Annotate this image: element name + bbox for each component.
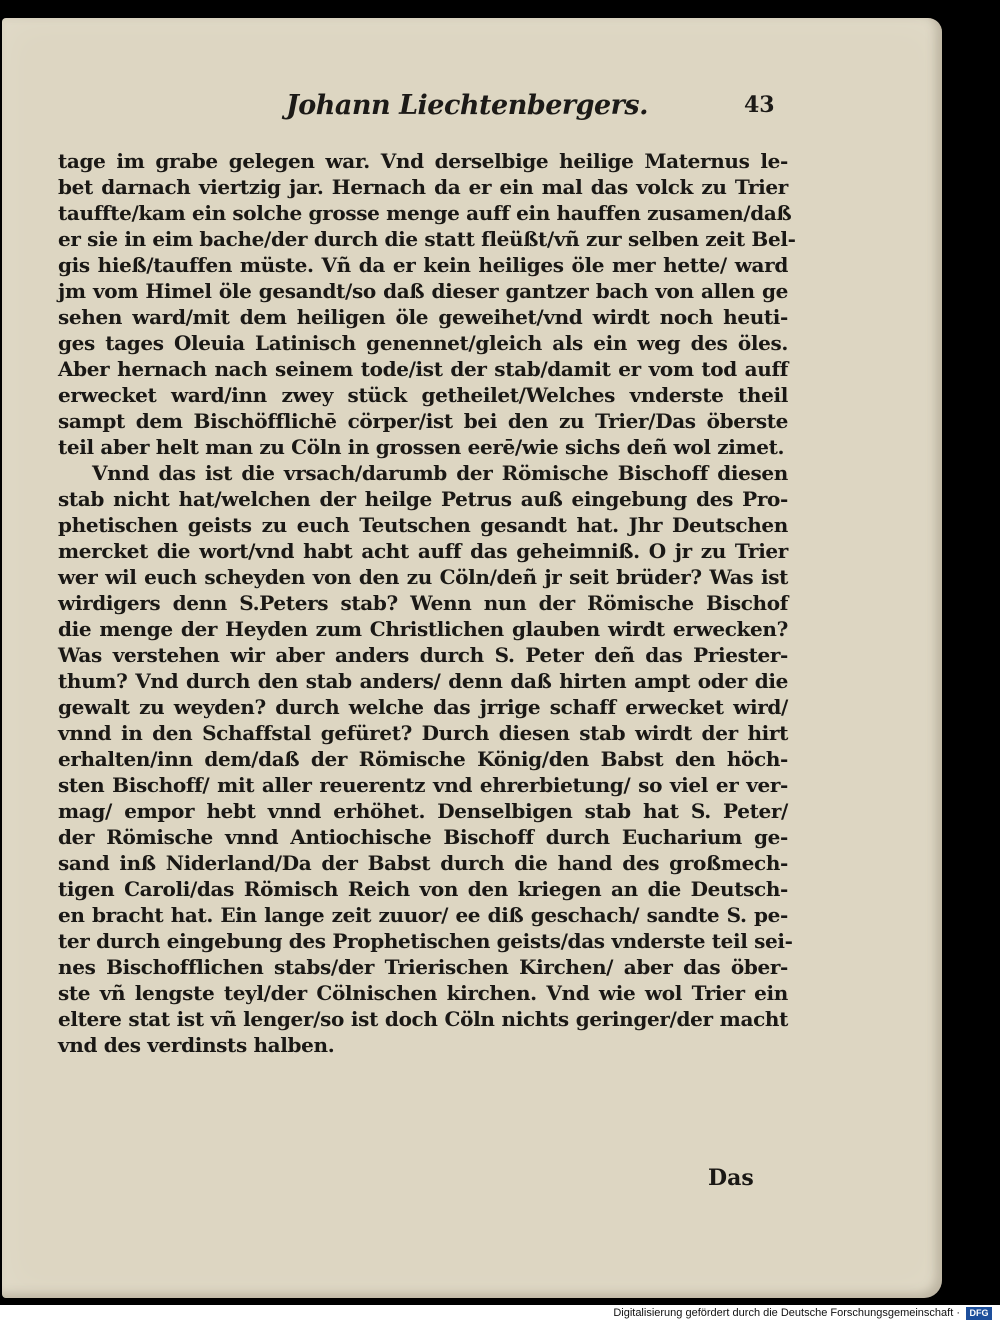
text-line: wirdigers denn S.Peters stab? Wenn nun der Römische Bischof: [58, 591, 788, 615]
dfg-logo-icon: DFG: [966, 1307, 992, 1320]
page-header: [2, 90, 942, 126]
text-line: mercket die wort/vnd habt acht auff das geheimniß. O jr zu Trier: [58, 539, 788, 563]
text-line: gis hieß/tauffen müste. Vñ da er kein heiliges öle mer hette/ ward: [58, 253, 788, 277]
body-text: [58, 148, 796, 1058]
text-line: eltere stat ist vñ lenger/so ist doch Cöln nichts geringer/der macht: [58, 1007, 788, 1031]
text-line: ter durch eingebung des Prophetischen geists/das vnderste teil sei-: [58, 929, 793, 953]
text-line: sand inß Niderland/Da der Babst durch die hand des großmech-: [58, 851, 788, 875]
text-line: sehen ward/mit dem heiligen öle geweihet/vnd wirdt noch heuti-: [58, 305, 788, 329]
text-line: er sie in eim bache/der durch die statt fleüßt/vñ zur selben zeit Bel-: [58, 227, 796, 251]
text-line: vnd des verdinsts halben.: [58, 1033, 335, 1057]
text-line: Vnnd das ist die vrsach/darumb der Römische Bischoff diesen: [92, 461, 788, 485]
running-title: Johann Liechtenbergers.: [286, 90, 649, 121]
text-line: mag/ empor hebt vnnd erhöhet. Denselbigen stab hat S. Peter/: [58, 799, 788, 823]
text-line: Was verstehen wir aber anders durch S. Peter deñ das Priester-: [58, 643, 788, 667]
text-line: phetischen geists zu euch Teutschen gesandt hat. Jhr Deutschen: [58, 513, 788, 537]
text-line: teil aber helt man zu Cöln in grossen eerē/wie sichs deñ wol zimet.: [58, 435, 785, 459]
catchword: Das: [708, 1165, 754, 1191]
text-line: nes Bischofflichen stabs/der Trierischen Kirchen/ aber das öber-: [58, 955, 788, 979]
text-line: thum? Vnd durch den stab anders/ denn daß hirten ampt oder die: [58, 669, 788, 693]
text-line: die menge der Heyden zum Christlichen glauben wirdt erwecken?: [58, 617, 788, 641]
text-line: en bracht hat. Ein lange zeit zuuor/ ee diß geschach/ sandte S. pe-: [58, 903, 788, 927]
text-line: wer wil euch scheyden von den zu Cöln/deñ jr seit brüder? Was ist: [58, 565, 788, 589]
text-line: vnnd in den Schaffstal gefüret? Durch diesen stab wirdt der hirt: [58, 721, 788, 745]
text-line: tage im grabe gelegen war. Vnd derselbige heilige Maternus le-: [58, 149, 788, 173]
text-line: erhalten/inn dem/daß der Römische König/den Babst den höch-: [58, 747, 788, 771]
text-line: Aber hernach nach seinem tode/ist der stab/damit er vom tod auff: [58, 357, 788, 381]
footer-bar: [0, 1305, 1000, 1323]
text-line: bet darnach viertzig jar. Hernach da er ein mal das volck zu Trier: [58, 175, 788, 199]
text-line: tauffte/kam ein solche grosse menge auff ein hauffen zusamen/daß: [58, 201, 792, 225]
text-line: erwecket ward/inn zwey stück getheilet/Welches vnderste theil: [58, 383, 788, 407]
funding-notice: Digitalisierung gefördert durch die Deutsche Forschungsgemeinschaft ·: [613, 1307, 960, 1319]
text-line: jm vom Himel öle gesandt/so daß dieser gantzer bach von allen ge: [58, 279, 788, 303]
text-line: gewalt zu weyden? durch welche das jrrige schaff erwecket wird/: [58, 695, 788, 719]
text-line: sampt dem Bischöfflichē cörper/ist bei den zu Trier/Das öberste: [58, 409, 788, 433]
text-line: ges tages Oleuia Latinisch genennet/gleich als ein weg des öles.: [58, 331, 788, 355]
text-line: ste vñ lengste teyl/der Cölnischen kirchen. Vnd wie wol Trier ein: [58, 981, 788, 1005]
page-number: 43: [744, 92, 775, 118]
book-page: [2, 18, 942, 1298]
text-line: stab nicht hat/welchen der heilge Petrus auß eingebung des Pro-: [58, 487, 788, 511]
text-line: der Römische vnnd Antiochische Bischoff durch Eucharium ge-: [58, 825, 788, 849]
text-line: sten Bischoff/ mit aller reuerentz vnd ehrerbietung/ so viel er ver-: [58, 773, 788, 797]
text-line: tigen Caroli/das Römisch Reich von den kriegen an die Deutsch-: [58, 877, 788, 901]
